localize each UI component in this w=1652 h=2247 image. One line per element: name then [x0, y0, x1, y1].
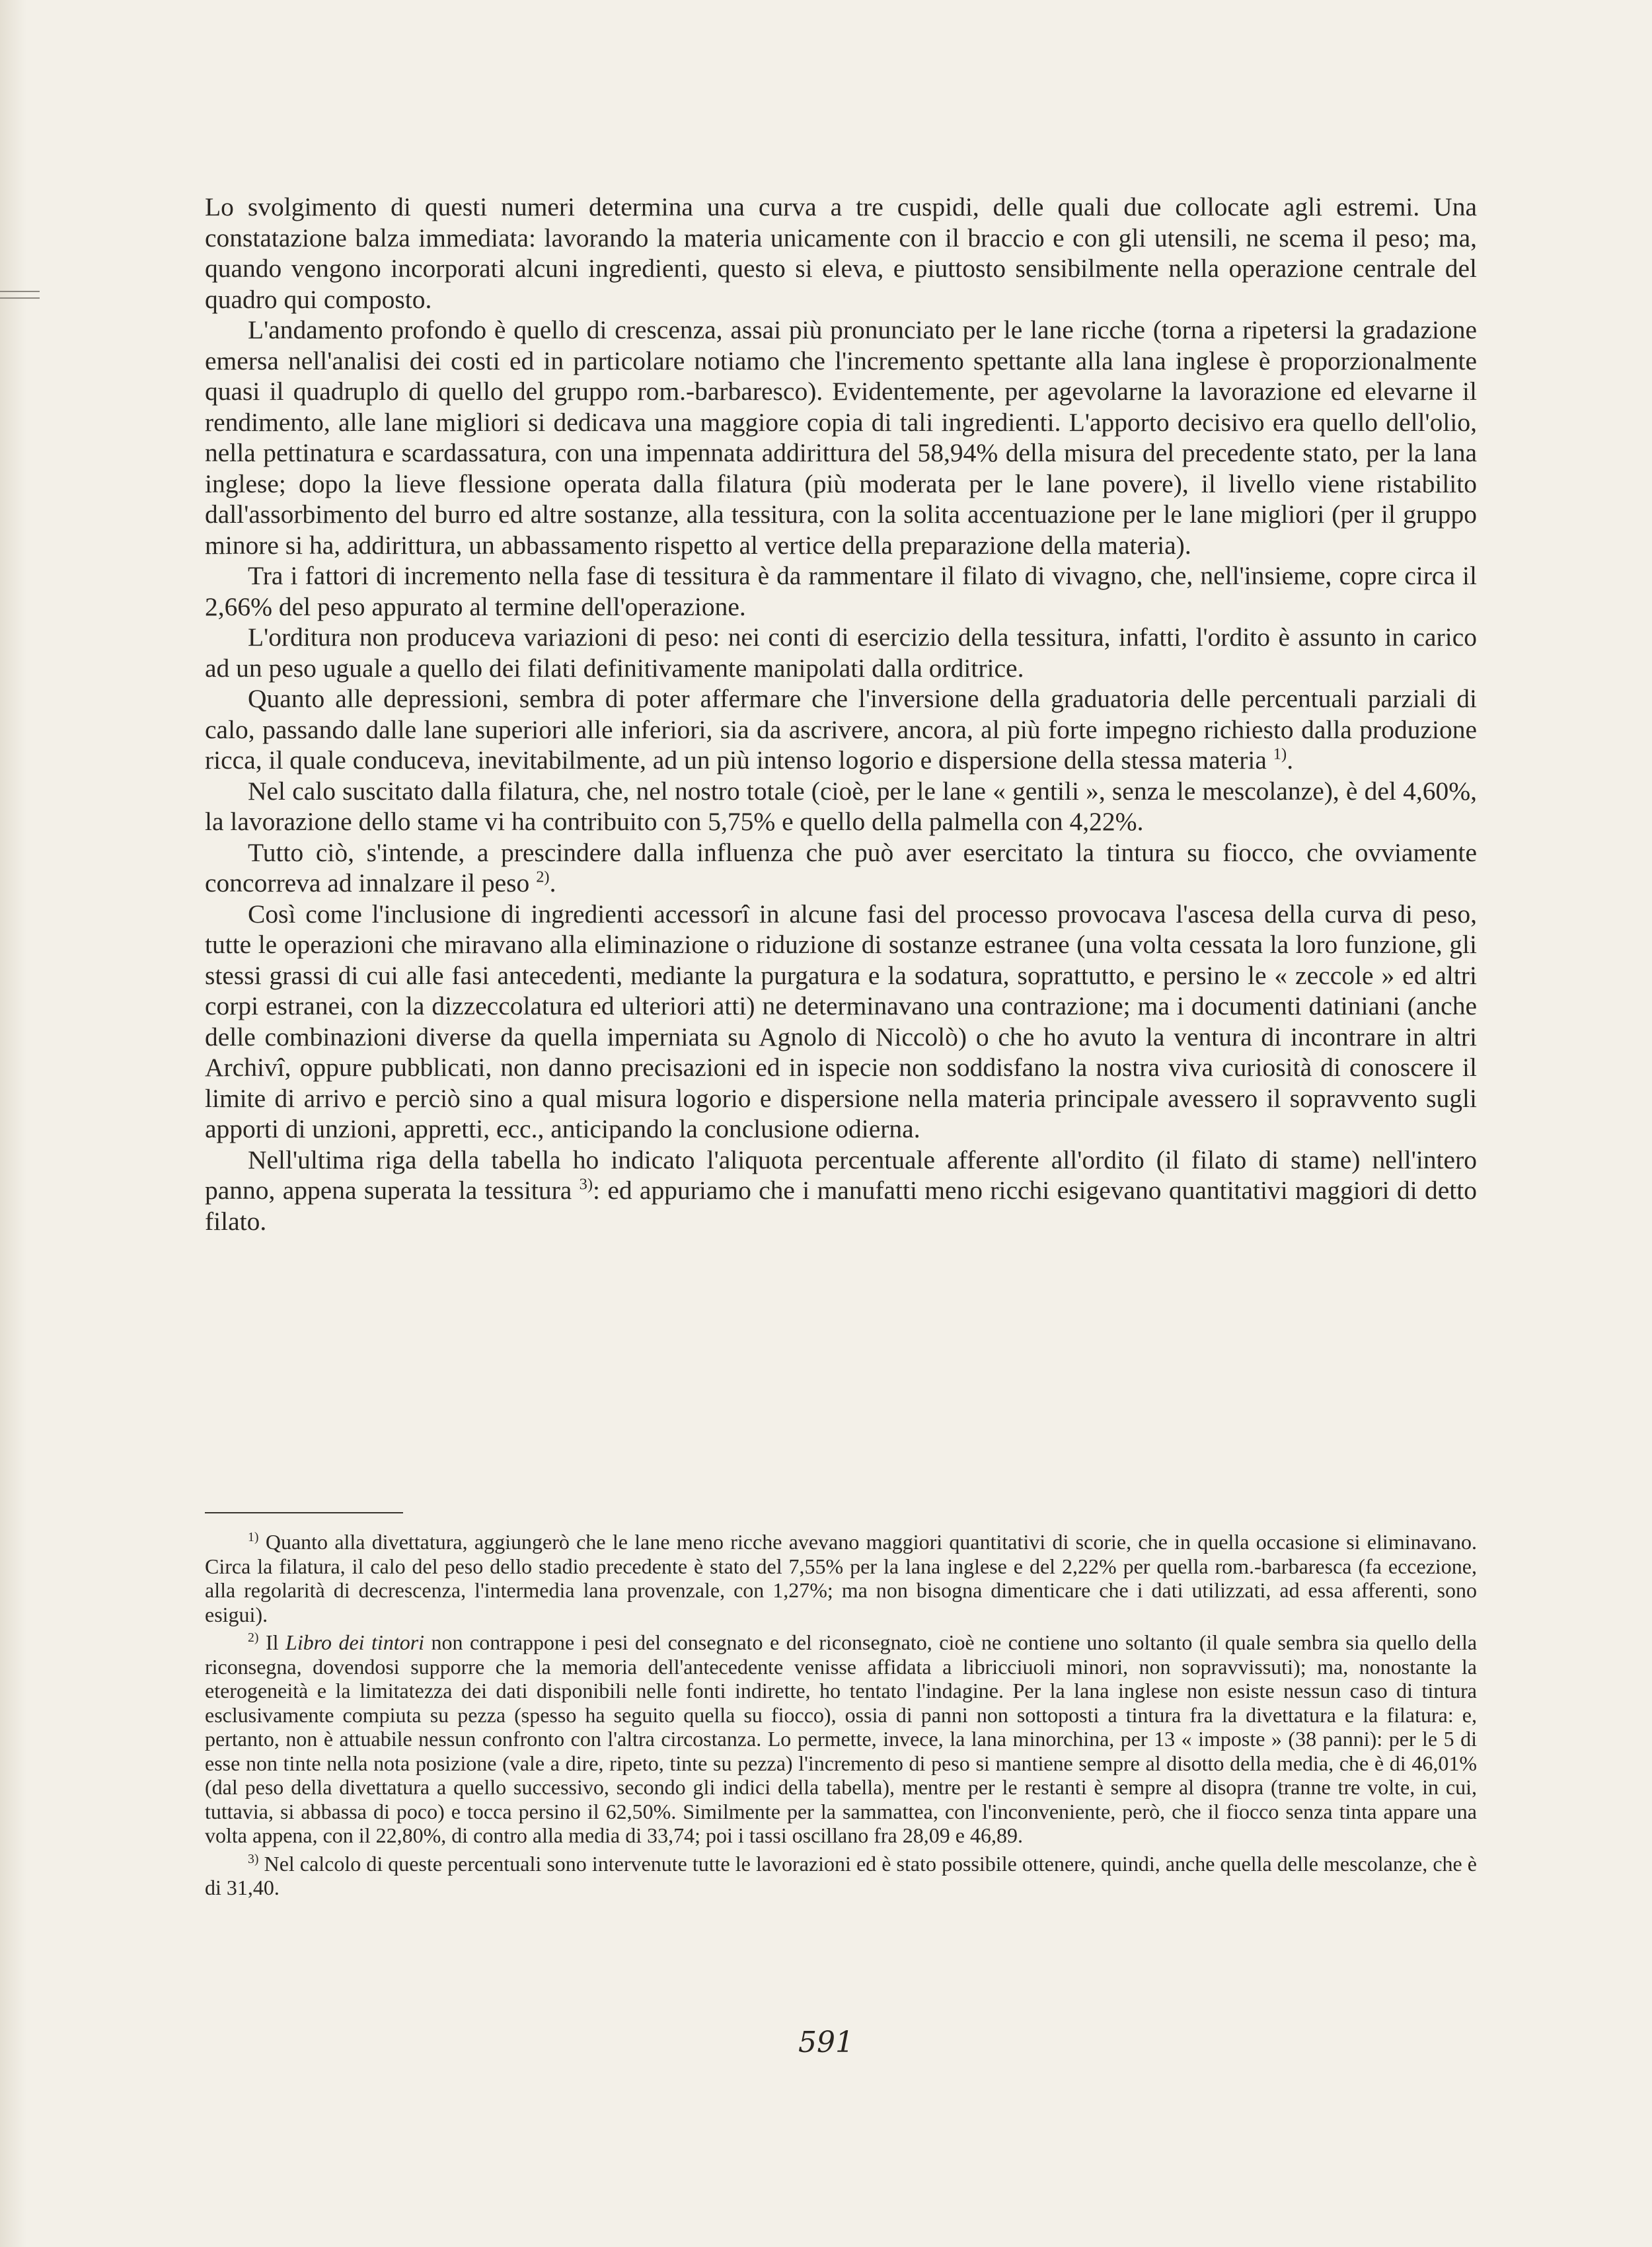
footnote [205, 1852, 1477, 1900]
paragraph: Nel calo suscitato dalla filatura, che, nel nostro totale (cioè, per le lane « gentili », senza le mescolanze), è del 4,60%, la lavorazione dello stame vi ha contribuito con 5,75% e quello della palmella con 4,22%. [205, 776, 1477, 836]
book-title: Libro dei tintori [285, 1630, 425, 1654]
footnote-number: 1) [248, 1530, 259, 1545]
footnotes [205, 1530, 1477, 1904]
footnote [205, 1630, 1477, 1848]
footnote-rule [205, 1512, 403, 1513]
margin-rule [0, 297, 40, 299]
main-text [205, 192, 1477, 1237]
footnote-text: non contrappone i pesi del consegnato e del riconsegnato, cioè ne contiene uno soltanto (il quale sembra sia quello della riconsegna, dovendosi supporre che la memoria dell'antecedente venisse affidata a libricciuoli minori, non sopravvissuti); ma, nonostante la eterogeneità e la limitatezza dei dati disponibili nelle fonti indirette, ho tentato l'indagine. Per la lana inglese non esiste nessun caso di tintura esclusivamente compiuta su pezza (spesso ha seguito quella su fiocco), ossia di panni non sottoposti a tintura fra la divettatura e la filatura: e, pertanto, non è attuabile nessun confronto con l'altra circostanza. Lo permette, invece, la lana minorchina, per 13 « imposte » (38 panni): per le 5 di esse non tinte nella nota posizione (vale a dire, ripeto, tinte su pezza) l'incremento di peso si mantiene sempre al disotto della media, che è di 46,01% (dal peso della divettatura a quello successivo, secondo gli indici della tabella), mentre per le restanti è sempre al disopra (tranne tre volte, in cui, tuttavia, si abbassa di poco) e tocca persino il 62,50%. Similmente per la sammattea, con l'inconveniente, però, che il fiocco senza tinta appare una volta appena, con il 22,80%, di contro alla media di 33,74; poi i tassi oscillano fra 28,09 e 46,89. [205, 1630, 1478, 1847]
footnote [205, 1530, 1477, 1626]
footnote-marker: 1) [1273, 745, 1287, 763]
footnote-text: Nel calcolo di queste percentuali sono intervenute tutte le lavorazioni ed è stato possibile ottenere, quindi, anche quella delle mescolanze, che è di 31,40. [205, 1851, 1478, 1899]
footnote-text: Il [266, 1630, 279, 1654]
paragraph-text: Tutto ciò, s'intende, a prescindere dalla influenza che può aver esercitato la tintura su fiocco, che ovviamente concorreva ad innalzare il peso [205, 837, 1477, 897]
paragraph: Lo svolgimento di questi numeri determina una curva a tre cuspidi, delle quali due collocate agli estremi. Una constatazione balza immediata: lavorando la materia unicamente con il braccio e con gli utensili, ne scema il peso; ma, quando vengono incorporati alcuni ingredienti, questo si eleva, e piuttosto sensibilmente nella operazione centrale del quadro qui composto. [205, 192, 1477, 314]
footnote-marker: 3) [579, 1175, 593, 1194]
paragraph-text: Quanto alle depressioni, sembra di poter affermare che l'inversione della graduatoria delle percentuali parziali di calo, passando dalle lane superiori alle inferiori, sia da ascrivere, ancora, al più forte impegno richiesto dalla produzione ricca, il quale conduceva, inevitabilmente, ad un più intenso logorio e dispersione della stessa materia [205, 684, 1477, 775]
margin-rule [0, 291, 40, 292]
paragraph: Tra i fattori di incremento nella fase di tessitura è da rammentare il filato di vivagno, che, nell'insieme, copre circa il 2,66% del peso appurato al termine dell'operazione. [205, 561, 1477, 621]
paragraph-text: Nell'ultima riga della tabella ho indicato l'aliquota percentuale afferente all'ordito (il filato di stame) nell'intero panno, appena superata la tessitura [205, 1145, 1477, 1205]
footnote-text: Quanto alla divettatura, aggiungerò che le lane meno ricche avevano maggiori quantitativi di scorie, che in quella occasione si eliminavano. Circa la filatura, il calo del peso dello stadio precedente è stato del 7,55% per la lana inglese e del 2,22% per quella rom.-barbaresca (fa eccezione, alla regolarità di decrescenza, l'intermedia lana provenzale, con 1,27%; ma non bisogna dimenticare che i dati utilizzati, ad essa afferenti, sono esigui). [205, 1530, 1478, 1626]
paragraph [205, 1145, 1477, 1237]
footnote-marker: 2) [536, 868, 550, 886]
paragraph: L'andamento profondo è quello di crescenza, assai più pronunciato per le lane ricche (torna a ripetersi la gradazione emersa nell'analisi dei costi ed in particolare notiamo che l'incremento spettante alla lana inglese è proporzionalmente quasi il quadruplo di quello del gruppo rom.-barbaresco). Evidentemente, per agevolarne la lavorazione ed elevarne il rendimento, alle lane migliori si dedicava una maggiore copia di tali ingredienti. L'apporto decisivo era quello dell'olio, nella pettinatura e scardassatura, con una impennata addirittura del 58,94% della misura del precedente stato, per la lana inglese; dopo la lieve flessione operata dalla filatura (più moderata per le lane povere), il livello viene ristabilito dall'assorbimento del burro ed altre sostanze, alla tessitura, con la solita accentuazione per le lane migliori (per il gruppo minore si ha, addirittura, un abbassamento rispetto al vertice della preparazione della materia). [205, 315, 1477, 560]
punctuation: : [593, 1176, 600, 1205]
footnote-number: 2) [248, 1630, 259, 1646]
paragraph [205, 837, 1477, 899]
footnote-number: 3) [248, 1851, 259, 1866]
paragraph [205, 683, 1477, 776]
paragraph-text: ed appuriamo che i manufatti meno ricchi esigevano quantitativi maggiori di detto filato. [205, 1176, 1478, 1236]
punctuation: . [1287, 745, 1294, 775]
page-number: 591 [798, 2026, 854, 2059]
page-edge [0, 0, 26, 2247]
punctuation: . [549, 868, 556, 897]
paragraph: Così come l'inclusione di ingredienti accessorî in alcune fasi del processo provocava l'ascesa della curva di peso, tutte le operazioni che miravano alla eliminazione o riduzione di sostanze estranee (una volta cessata la loro funzione, gli stessi grassi di cui alle fasi antecedenti, mediante la purgatura e la sodatura, soprattutto, e persino le « zeccole » ed altri corpi estranei, con la dizzeccolatura ed ulteriori atti) ne determinavano una contrazione; ma i documenti datiniani (anche delle combinazioni diverse da quella imperniata su Agnolo di Niccolò) o che ho avuto la ventura di incontrare in altri Archivî, oppure pubblicati, non danno precisazioni ed in ispecie non soddisfano la nostra viva curiosità di conoscere il limite di arrivo e perciò sino a qual misura logorio e dispersione nella materia principale avessero il sopravvento sugli apporti di unzioni, appretti, ecc., anticipando la conclusione odierna. [205, 899, 1477, 1143]
paragraph: L'orditura non produceva variazioni di peso: nei conti di esercizio della tessitura, infatti, l'ordito è assunto in carico ad un peso uguale a quello dei filati definitivamente manipolati dalla orditrice. [205, 623, 1477, 683]
